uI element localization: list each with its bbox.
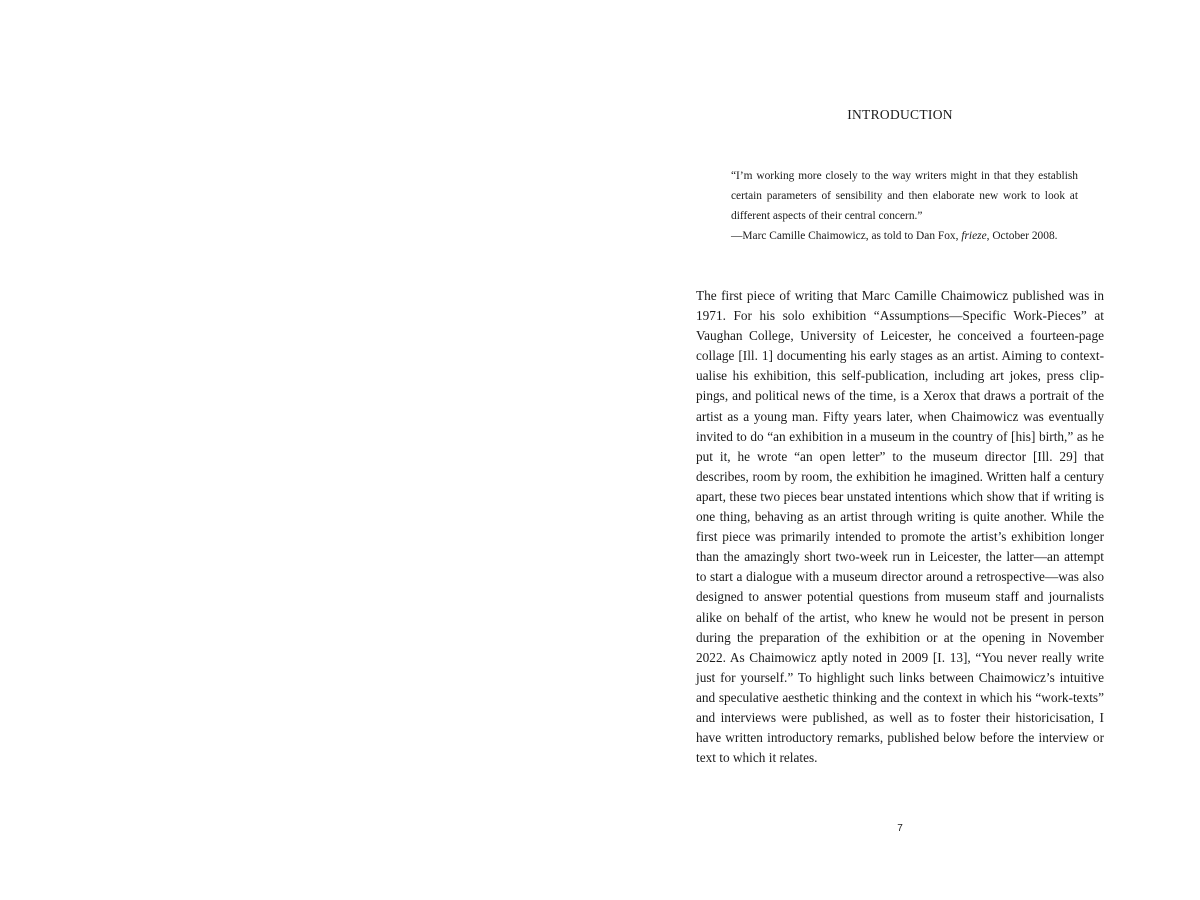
epigraph [731, 166, 1078, 246]
chapter-heading: INTRODUCTION [847, 107, 953, 122]
epigraph-attribution [731, 226, 1078, 246]
epigraph-quote: “I’m working more closely to the way writers might in that they establish certain parameters of sensibility and then elaborate new work to look at different aspects of their central concern.” [731, 170, 1078, 222]
attribution-suffix: , October 2008. [986, 230, 1058, 242]
attribution-prefix: —Marc Camille Chaimowicz, as told to Dan Fox, [731, 230, 962, 242]
body-paragraph: The first piece of writing that Marc Camille Chaimowicz published was in 1971. For his solo exhibition “Assumptions—Specific Work-Pieces” at Vaughan College, University of Leicester, he conceived a fourteen-page collage [Ill. 1] documenting his early stages as an artist. Aiming to contextualise his exhibition, this self-publication, including art jokes, press clippings, and political news of the time, is a Xerox that draws a portrait of the artist as a young man. Fifty years later, when Chaimowicz was eventually invited to do “an exhibition in a museum in the country of [his] birth,” as he put it, he wrote “an open letter” to the museum director [Ill. 29] that describes, room by room, the exhibition he imagined. Written half a century apart, these two pieces bear unstated intentions which show that if writing is one thing, behaving as an artist through writing is quite another. While the first piece was primarily intended to promote the artist’s exhibition longer than the amazingly short two-week run in Leicester, the latter—an attempt to start a dialogue with a museum director around a retrospective—was also designed to answer potential questions from museum staff and journalists alike on behalf of the artist, who knew he would not be present in person during the preparation of the exhibition or at the opening in November 2022. As Chaimowicz aptly noted in 2009 [I. 13], “You never really write just for yourself.” To highlight such links between Chaimowicz’s intuitive and speculative aesthetic thinking and the context in which his “work-texts” and interviews were published, as well as to foster their historicisation, I have written introductory remarks, published below before the interview or text to which it relates. [696, 288, 1104, 766]
page-number: 7 [897, 823, 903, 834]
attribution-publication: frieze [961, 230, 987, 242]
right-page [600, 0, 1200, 900]
